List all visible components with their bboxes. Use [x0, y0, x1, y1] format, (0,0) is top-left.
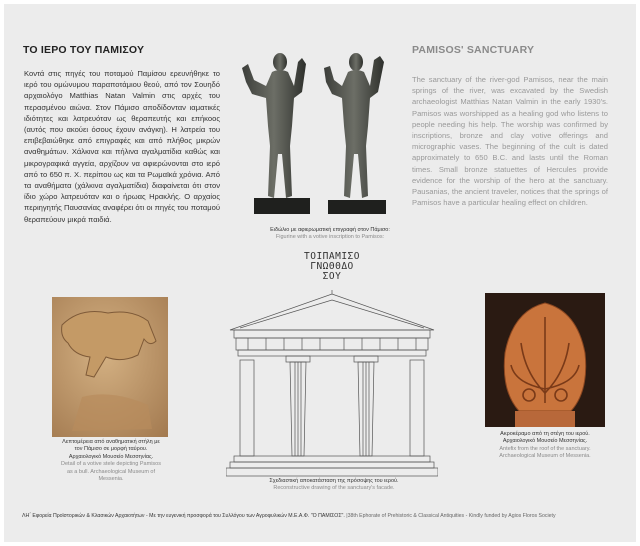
antefix-caption-greek-1: Ακροκέραμο από τη στέγη του ιερού. [500, 431, 590, 437]
english-title: PAMISOS' SANCTUARY [412, 44, 535, 56]
figurine-caption [240, 227, 420, 242]
antefix-caption [480, 431, 610, 461]
stele-caption [48, 439, 174, 483]
footer-english: |38th Ephorate of Prehistoric & Classical Antiquities - Kindly funded by Agios Floros Society [346, 513, 556, 519]
triglyph-frieze [248, 338, 416, 350]
figurine-caption-greek: Ειδώλιο με αφιερωματική επιγραφή στον Πάμισο: [270, 227, 390, 233]
antefix-caption-english-1: Antefix from the roof of the sanctuary. [499, 445, 591, 452]
greek-title: ΤΟ ΙΕΡΟ ΤΟΥ ΠΑΜΙΣΟΥ [23, 44, 145, 56]
temple-facade-drawing [226, 290, 438, 480]
inscription-line: ΤΟΙΠΑΜΙΣΟ [304, 251, 360, 262]
footer-credits [22, 513, 622, 519]
inscription-line: ΓΝΩΘΘΔΟ [310, 261, 354, 272]
figurine-caption-english: Figurine with a votive inscription to Pamisos: [275, 234, 385, 241]
doric-column [286, 356, 310, 456]
votive-stele-image [52, 297, 168, 437]
english-body: The sanctuary of the river-god Pamisos, near the main springs of the river, was excavated by the Swedish archaeologist Matthias Natan Valmin in the early 1930's. Pamisos was worshipped as a healing god who listens to people needing his help. The worship was confirmed by inscriptions, bronze and clay votive offerings and micrographic vases. The beginning of the cult is dated approximately to 650 B.C. and lasts until the Roman times. Small bronze statuettes of Hercules provide evidence for the worship of the hero at the sanctuary. Pausanias, the ancient traveler, notices that the springs of Pamisos have a particular healing effect on children. [412, 75, 608, 208]
stele-caption-english-1: Detail of a votive stele depicting Pamisos [61, 461, 161, 468]
stele-caption-greek-1: Λεπτομέρεια από αναθηματική στήλη με [62, 439, 160, 445]
figurine-front-view [242, 53, 310, 214]
stele-caption-english-2: as a bull. Archaeological Museum of [66, 468, 156, 475]
antefix-caption-greek-2: Αρχαιολογικό Μουσείο Μεσσηνίας. [502, 438, 588, 445]
stele-caption-english-3: Messenia. [98, 476, 124, 483]
doric-column [354, 356, 378, 456]
antefix-caption-english-2: Archaeological Museum of Messenia. [499, 453, 591, 460]
facade-caption-english: Reconstructive drawing of the sanctuary's facade. [273, 485, 395, 492]
facade-caption [236, 478, 432, 493]
facade-caption-greek: Σχεδιαστική αποκατάσταση της πρόσοψης του ιερού. [269, 478, 399, 484]
figurine-back-view [324, 53, 386, 214]
stele-caption-greek-3: Αρχαιολογικό Μουσείο Μεσσηνίας. [68, 453, 154, 460]
inscription-line: ΣΟΥ [322, 271, 342, 282]
footer-greek: ΛΗ΄ Εφορεία Προϊστορικών & Κλασικών Αρχαιοτήτων - Με την ευγενική προσφορά του Συλλόγου των Αγροφυλικών Μ.Ε.Α.Φ. "Ο ΠΑΜΙΣΟΣ". [22, 513, 345, 519]
antefix-image [485, 293, 605, 427]
votive-inscription [300, 252, 364, 282]
stele-caption-greek-2: τον Πάμισο σε μορφή ταύρου. [74, 446, 148, 453]
bronze-figurine-image [232, 46, 406, 222]
greek-body: Κοντά στις πηγές του ποταμού Παμίσου ερευνήθηκε το ιερό του ομώνυμου παραποτάμιου θεού, από τον Σουηδό αρχαιολόγο Matthias Natan Valmin στις αρχές του περασμένου αιώνα. Στον Πάμισο αποδίδονταν ιαματικές ιδιότητες και λατρευόταν ως θεραπευτής και επήκοος (αυτός που ακούει όσους έχουν ανάγκη). Η λατρεία του επιβεβαιώθηκε από επιγραφές και από πλήθος μικρών αναθημάτων. Χάλκινα και πήλινα αγαλματίδια καθώς και μικρογραφικά αγγεία, αρχίζουν να αφιερώνονται στο ιερό από το 650 π. Χ. περίπου ως και τα Ρωμαϊκά χρόνια. Από τα αναθήματα (χάλκινα αγαλματίδια) διαφαίνεται ότι στον ίδιο χώρο λατρευόταν και ο ήρωας Ηρακλής. Ο αρχαίος περιηγητής Παυσανίας αναφέρει ότι οι πηγές του ποταμού θεραπεύουν μικρά παιδιά. [24, 69, 220, 224]
